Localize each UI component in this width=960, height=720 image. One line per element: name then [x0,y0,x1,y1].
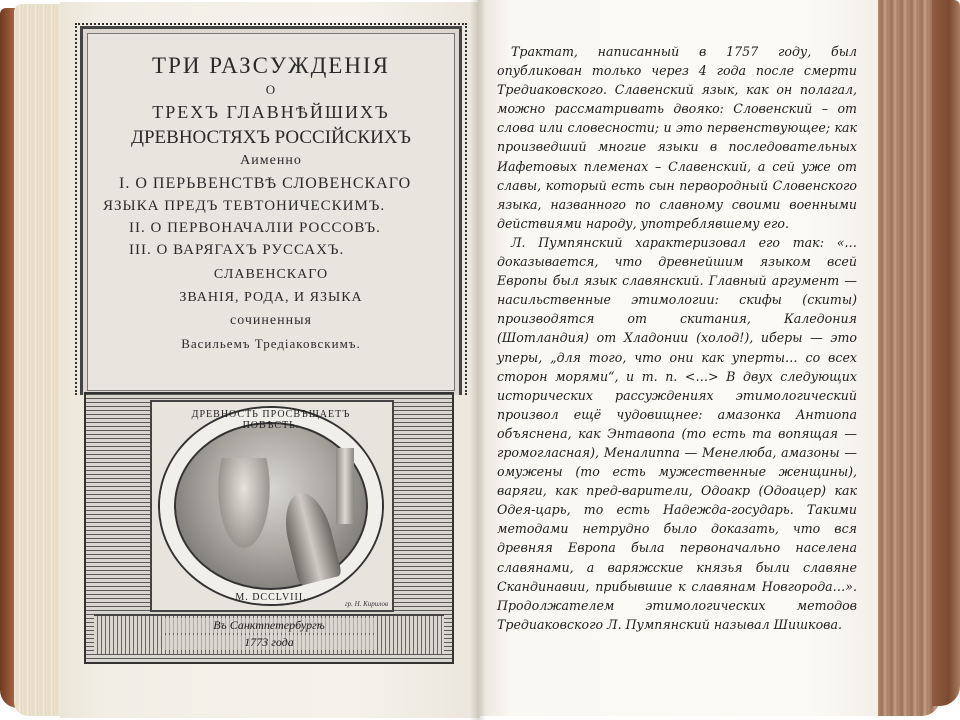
engraved-vignette [84,392,454,664]
medallion-motto: ДРЕВНОСТЬ ПРОСВѢЩАЕТЪ ПОВѢСТЬ. [191,409,351,431]
title-line: ІІ. О ПЕРВОНАЧАЛІИ РОССОВЪ. [129,220,381,236]
title-line: ЗВАНІЯ, РОДА, И ЯЗЫКА [179,290,363,305]
paragraph: Трактат, написанный в 1757 году, был опубликован только через 4 года после смерти Тредиаковского. Славенский язык, как он полагал, можно рассматривать двояко: Словенский – от слова или словесности; и это первенствующее; как произведший многие языки в последовательных Иафетовых племенах – Славенский, а сей уже от славы, который есть сын первородный Словенского языка, названного по славному своими военными действиями народу, употреблявшему его. [497,44,857,231]
page-edges-right [878,0,940,716]
title-line: Аименно [240,153,302,168]
vignette-panel [150,400,394,612]
engraver-signature: гр. Н. Кирилов [344,600,388,608]
wing-icon [278,488,342,586]
urn-pedestal-icon [336,448,354,524]
imprint-city: Въ Санктпетербургѣ [164,618,374,633]
title-line: ТРЕХЪ ГЛАВНѢЙШИХЪ [152,102,390,122]
imprint-year: 1773 года [164,635,374,650]
title-line: СЛАВЕНСКАГО [213,267,329,282]
title-line: О [265,82,277,97]
imprint-cartouche [94,614,444,654]
title-line: ТРИ РАЗСУЖДЕНІЯ [152,53,390,78]
title-page-text [83,53,459,352]
title-line-author: Васильемъ Тредіаковскимъ. [181,336,361,351]
book-cover-right [932,0,960,706]
title-page-frame [80,26,462,395]
winged-figure-icon [214,458,274,558]
title-line: ІІІ. О ВАРЯГАХЪ РУССАХЪ. [129,242,345,258]
title-line: сочиненныя [230,313,312,328]
title-line: ДРЕВНОСТЯХЪ РОССІЙСКИХЪ [131,127,411,148]
paragraph: Л. Пумпянский характеризовал его так: «…доказывается, что древнейшим языком всей Европы был язык славянский. Главный аргумент — насильственные этимологии: скифы (скиты) производятся от скитания, Каледония (Шотландия) от Хладонии (холод!), иберы — это уперы, „для того, что они как уперты… со всех сторон морями“, и т. п. <…> В двух следующих исторических рассуждениях этимологический произвол ещё чудовищнее: амазонка Антиопа объяснена, как Энтавопа (то есть та вопящая — громогласная), Меналиппа — Менелюба, амазоны — омужены (то есть мужественные женщины), варяги, как пред-варители, Одоакр (Одоацер) как Одея-царь, то есть Надежда-государь. Такими методами нетрудно было доказать, что вся древняя Европа была первоначально населена славянами, а варяжские князья были славяне Скандинавии, прибывшие к славянам Новгорода…». Продолжателем этимологических методов Тредиаковского Л. Пумпянский называл Шишкова. [497,234,857,632]
title-line: І. О ПЕРЬВЕНСТВѢ СЛОВЕНСКАГО [119,175,412,192]
title-line: ЯЗЫКА ПРЕДЪ ТЕВТОНИЧЕСКИМЪ. [103,198,386,214]
medallion-year: M. DCCLVIII. [235,592,307,603]
article-text [497,42,857,634]
allegorical-medallion-image [160,408,382,604]
book-gutter [470,0,486,720]
